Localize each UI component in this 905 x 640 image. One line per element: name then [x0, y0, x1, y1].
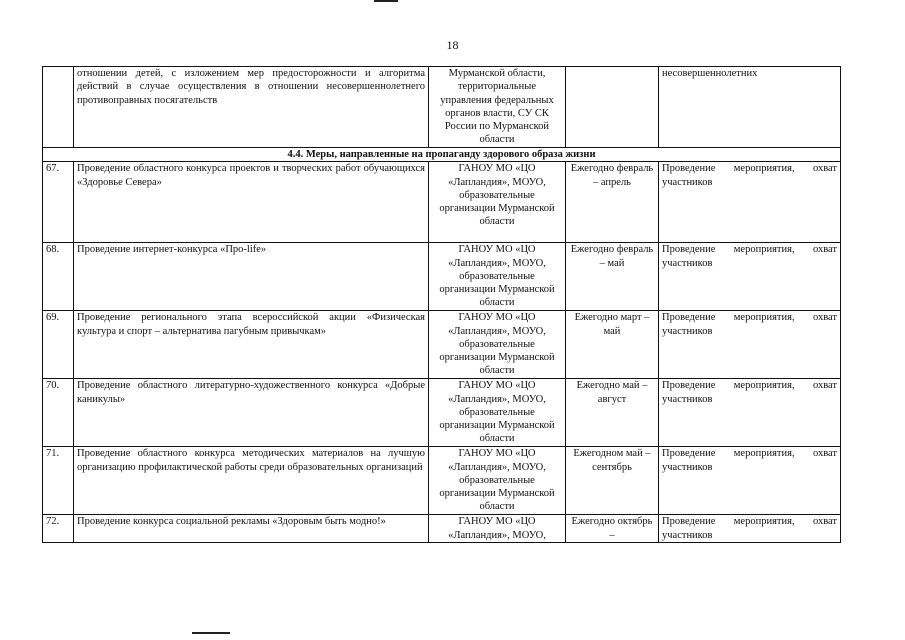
row-term: Ежегодно октябрь –: [566, 515, 659, 543]
row-executor: ГАНОУ МО «ЦО «Лапландия», МОУО, образовательные организации Мурманской области: [429, 311, 566, 379]
table-row-continued: [43, 67, 841, 148]
row-term: Ежегодно февраль – апрель: [566, 162, 659, 243]
row-number: 72.: [43, 515, 74, 543]
row-number: [43, 67, 74, 148]
section-header-row: [43, 148, 841, 162]
row-number: 71.: [43, 447, 74, 515]
row-description: Проведение областного конкурса методических материалов на лучшую организацию профилактической работы среди образовательных организаций: [74, 447, 429, 515]
row-term: Ежегодно март – май: [566, 311, 659, 379]
row-number: 69.: [43, 311, 74, 379]
row-description: Проведение конкурса социальной рекламы «Здоровым быть модно!»: [74, 515, 429, 543]
row-description: отношении детей, с изложением мер предосторожности и алгоритма действий в случае осуществления в отношении несовершеннолетнего противоправных посягательств: [74, 67, 429, 148]
row-description: Проведение областного конкурса проектов и творческих работ обучающихся «Здоровье Севера»: [74, 162, 429, 243]
row-number: 68.: [43, 243, 74, 311]
table-row: [43, 311, 841, 379]
measures-table: [42, 66, 841, 543]
page-number: 18: [446, 38, 459, 52]
row-number: 67.: [43, 162, 74, 243]
row-term: Ежегодно май – август: [566, 379, 659, 447]
table-row: [43, 243, 841, 311]
row-executor: ГАНОУ МО «ЦО «Лапландия», МОУО, образовательные организации Мурманской области: [429, 243, 566, 311]
row-executor: ГАНОУ МО «ЦО «Лапландия», МОУО, образовательные организации Мурманской области: [429, 162, 566, 243]
bottom-crop-mark: [192, 632, 230, 634]
row-result: несовершеннолетних: [659, 67, 841, 148]
row-result: Проведение мероприятия, охват участников: [659, 162, 841, 243]
table-row: [43, 515, 841, 543]
row-executor: Мурманской области, территориальные управления федеральных органов власти, СУ СК России по Мурманской области: [429, 67, 566, 148]
row-term: Ежегодно февраль – май: [566, 243, 659, 311]
row-result: Проведение мероприятия, охват участников: [659, 379, 841, 447]
row-executor: ГАНОУ МО «ЦО «Лапландия», МОУО,: [429, 515, 566, 543]
row-result: Проведение мероприятия, охват участников: [659, 243, 841, 311]
row-description: Проведение интернет-конкурса «Про-life»: [74, 243, 429, 311]
top-crop-mark: [374, 0, 398, 2]
row-term: Ежегодном май – сентябрь: [566, 447, 659, 515]
row-executor: ГАНОУ МО «ЦО «Лапландия», МОУО, образовательные организации Мурманской области: [429, 447, 566, 515]
section-title: 4.4. Меры, направленные на пропаганду здорового образа жизни: [43, 148, 841, 162]
table-row: [43, 379, 841, 447]
row-result: Проведение мероприятия, охват участников: [659, 515, 841, 543]
row-term: [566, 67, 659, 148]
row-description: Проведение регионального этапа всероссийской акции «Физическая культура и спорт – альтернатива пагубным привычкам»: [74, 311, 429, 379]
row-executor: ГАНОУ МО «ЦО «Лапландия», МОУО, образовательные организации Мурманской области: [429, 379, 566, 447]
table-row: [43, 162, 841, 243]
table-row: [43, 447, 841, 515]
row-result: Проведение мероприятия, охват участников: [659, 447, 841, 515]
row-description: Проведение областного литературно-художественного конкурса «Добрые каникулы»: [74, 379, 429, 447]
row-result: Проведение мероприятия, охват участников: [659, 311, 841, 379]
row-number: 70.: [43, 379, 74, 447]
